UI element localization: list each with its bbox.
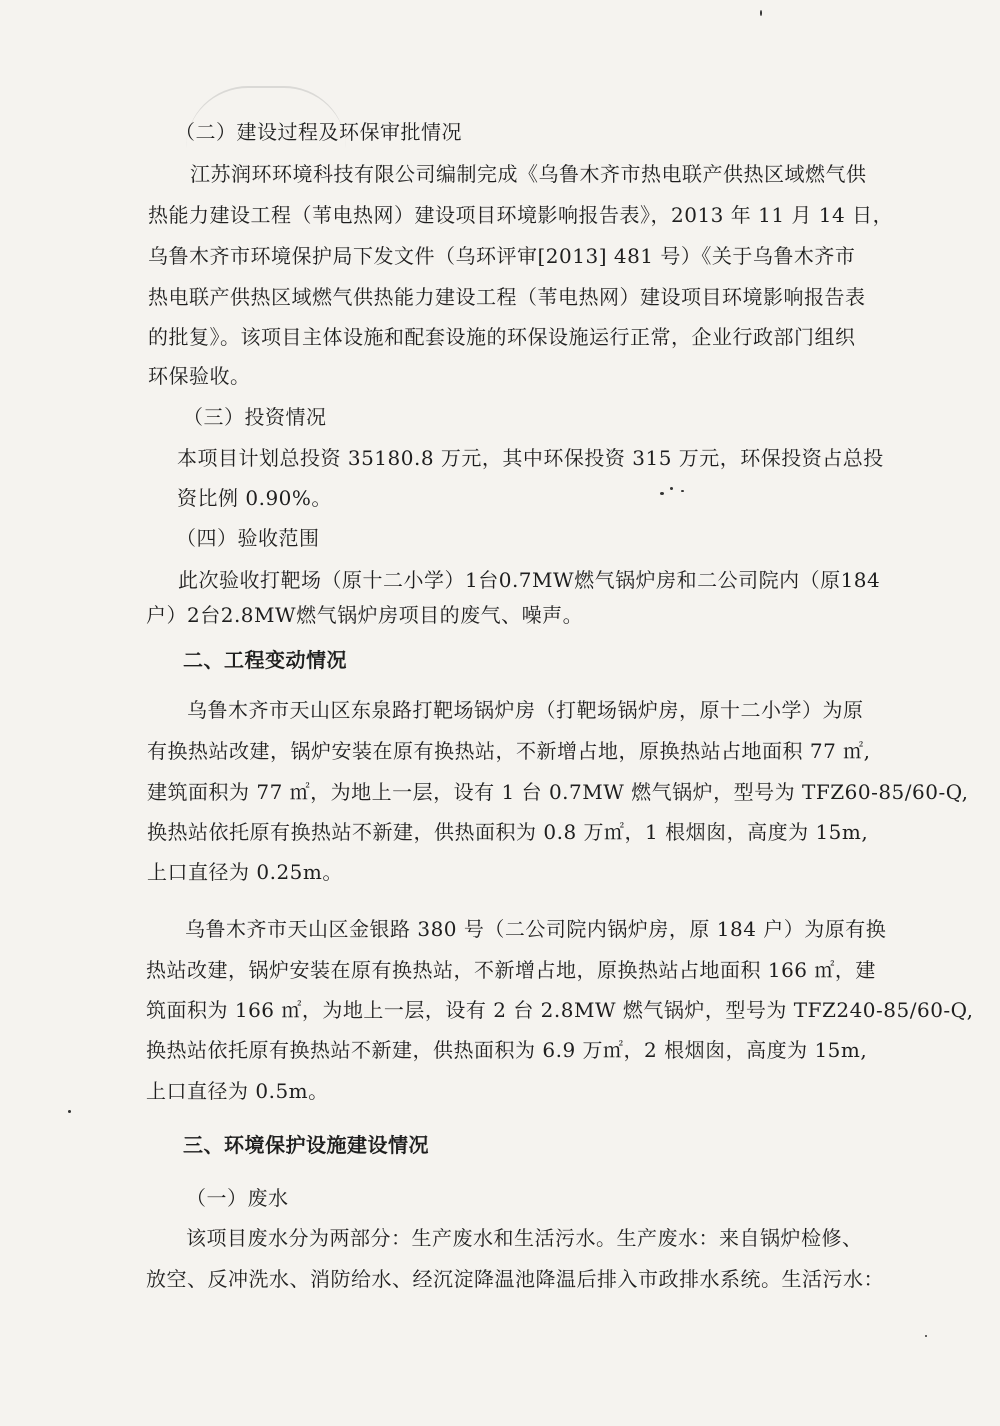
paragraph-line: 此次验收打靶场（原十二小学）1台0.7MW燃气锅炉房和二公司院内（原184 bbox=[178, 568, 881, 592]
paragraph-line: 有换热站改建，锅炉安装在原有换热站，不新增占地，原换热站占地面积 77 ㎡, bbox=[147, 739, 871, 763]
paragraph-line: 筑面积为 166 ㎡，为地上一层，设有 2 台 2.8MW 燃气锅炉，型号为 TFZ240-85/60-Q, bbox=[146, 998, 974, 1022]
paragraph-line: 放空、反冲洗水、消防给水、经沉淀降温池降温后排入市政排水系统。生活污水： bbox=[146, 1267, 884, 1291]
part-heading-environmental-facilities: 三、环境保护设施建设情况 bbox=[183, 1133, 429, 1157]
scan-speck bbox=[670, 487, 673, 490]
section-heading-acceptance-scope: （四）验收范围 bbox=[176, 526, 320, 550]
paragraph-line: 环保验收。 bbox=[148, 364, 251, 388]
paragraph-line: 户）2台2.8MW燃气锅炉房项目的废气、噪声。 bbox=[146, 603, 584, 627]
paragraph-line: 建筑面积为 77 ㎡，为地上一层，设有 1 台 0.7MW 燃气锅炉，型号为 TFZ60-85/60-Q, bbox=[147, 780, 969, 804]
paragraph-line: 上口直径为 0.5m。 bbox=[146, 1079, 329, 1103]
paragraph-line: 乌鲁木齐市环境保护局下发文件（乌环评审[2013] 481 号）《关于乌鲁木齐市 bbox=[148, 244, 856, 268]
scan-speck bbox=[925, 1335, 927, 1337]
scan-speck bbox=[681, 490, 684, 492]
scan-speck bbox=[68, 1110, 71, 1113]
paragraph-line: 乌鲁木齐市天山区金银路 380 号（二公司院内锅炉房，原 184 户）为原有换 bbox=[185, 917, 887, 941]
paragraph-line: 乌鲁木齐市天山区东泉路打靶场锅炉房（打靶场锅炉房，原十二小学）为原 bbox=[187, 698, 864, 722]
paragraph-line: 上口直径为 0.25m。 bbox=[147, 860, 343, 884]
paragraph-line: 热电联产供热区域燃气供热能力建设工程（苇电热网）建设项目环境影响报告表 bbox=[148, 285, 866, 309]
part-heading-engineering-changes: 二、工程变动情况 bbox=[183, 648, 347, 672]
paragraph-line: 换热站依托原有换热站不新建，供热面积为 6.9 万㎡，2 根烟囱，高度为 15m, bbox=[146, 1038, 868, 1062]
paragraph-line: 的批复》。该项目主体设施和配套设施的环保设施运行正常，企业行政部门组织 bbox=[148, 325, 856, 349]
scan-speck bbox=[660, 492, 664, 495]
section-heading-wastewater: （一）废水 bbox=[186, 1186, 289, 1210]
scan-speck bbox=[760, 10, 762, 16]
section-heading-investment: （三）投资情况 bbox=[183, 405, 327, 429]
paragraph-line: 资比例 0.90%。 bbox=[177, 486, 332, 510]
paragraph-line: 热能力建设工程（苇电热网）建设项目环境影响报告表》，2013 年 11 月 14 日， bbox=[148, 203, 894, 227]
paragraph-line: 本项目计划总投资 35180.8 万元，其中环保投资 315 万元，环保投资占总投 bbox=[177, 446, 884, 470]
section-heading-construction-approval: （二）建设过程及环保审批情况 bbox=[175, 120, 462, 144]
paragraph-line: 热站改建，锅炉安装在原有换热站，不新增占地，原换热站占地面积 166 ㎡，建 bbox=[146, 958, 876, 982]
paragraph-line: 换热站依托原有换热站不新建，供热面积为 0.8 万㎡，1 根烟囱，高度为 15m, bbox=[147, 820, 869, 844]
paragraph-line: 该项目废水分为两部分：生产废水和生活污水。生产废水：来自锅炉检修、 bbox=[186, 1226, 863, 1250]
paragraph-line: 江苏润环环境科技有限公司编制完成《乌鲁木齐市热电联产供热区域燃气供 bbox=[190, 162, 867, 186]
